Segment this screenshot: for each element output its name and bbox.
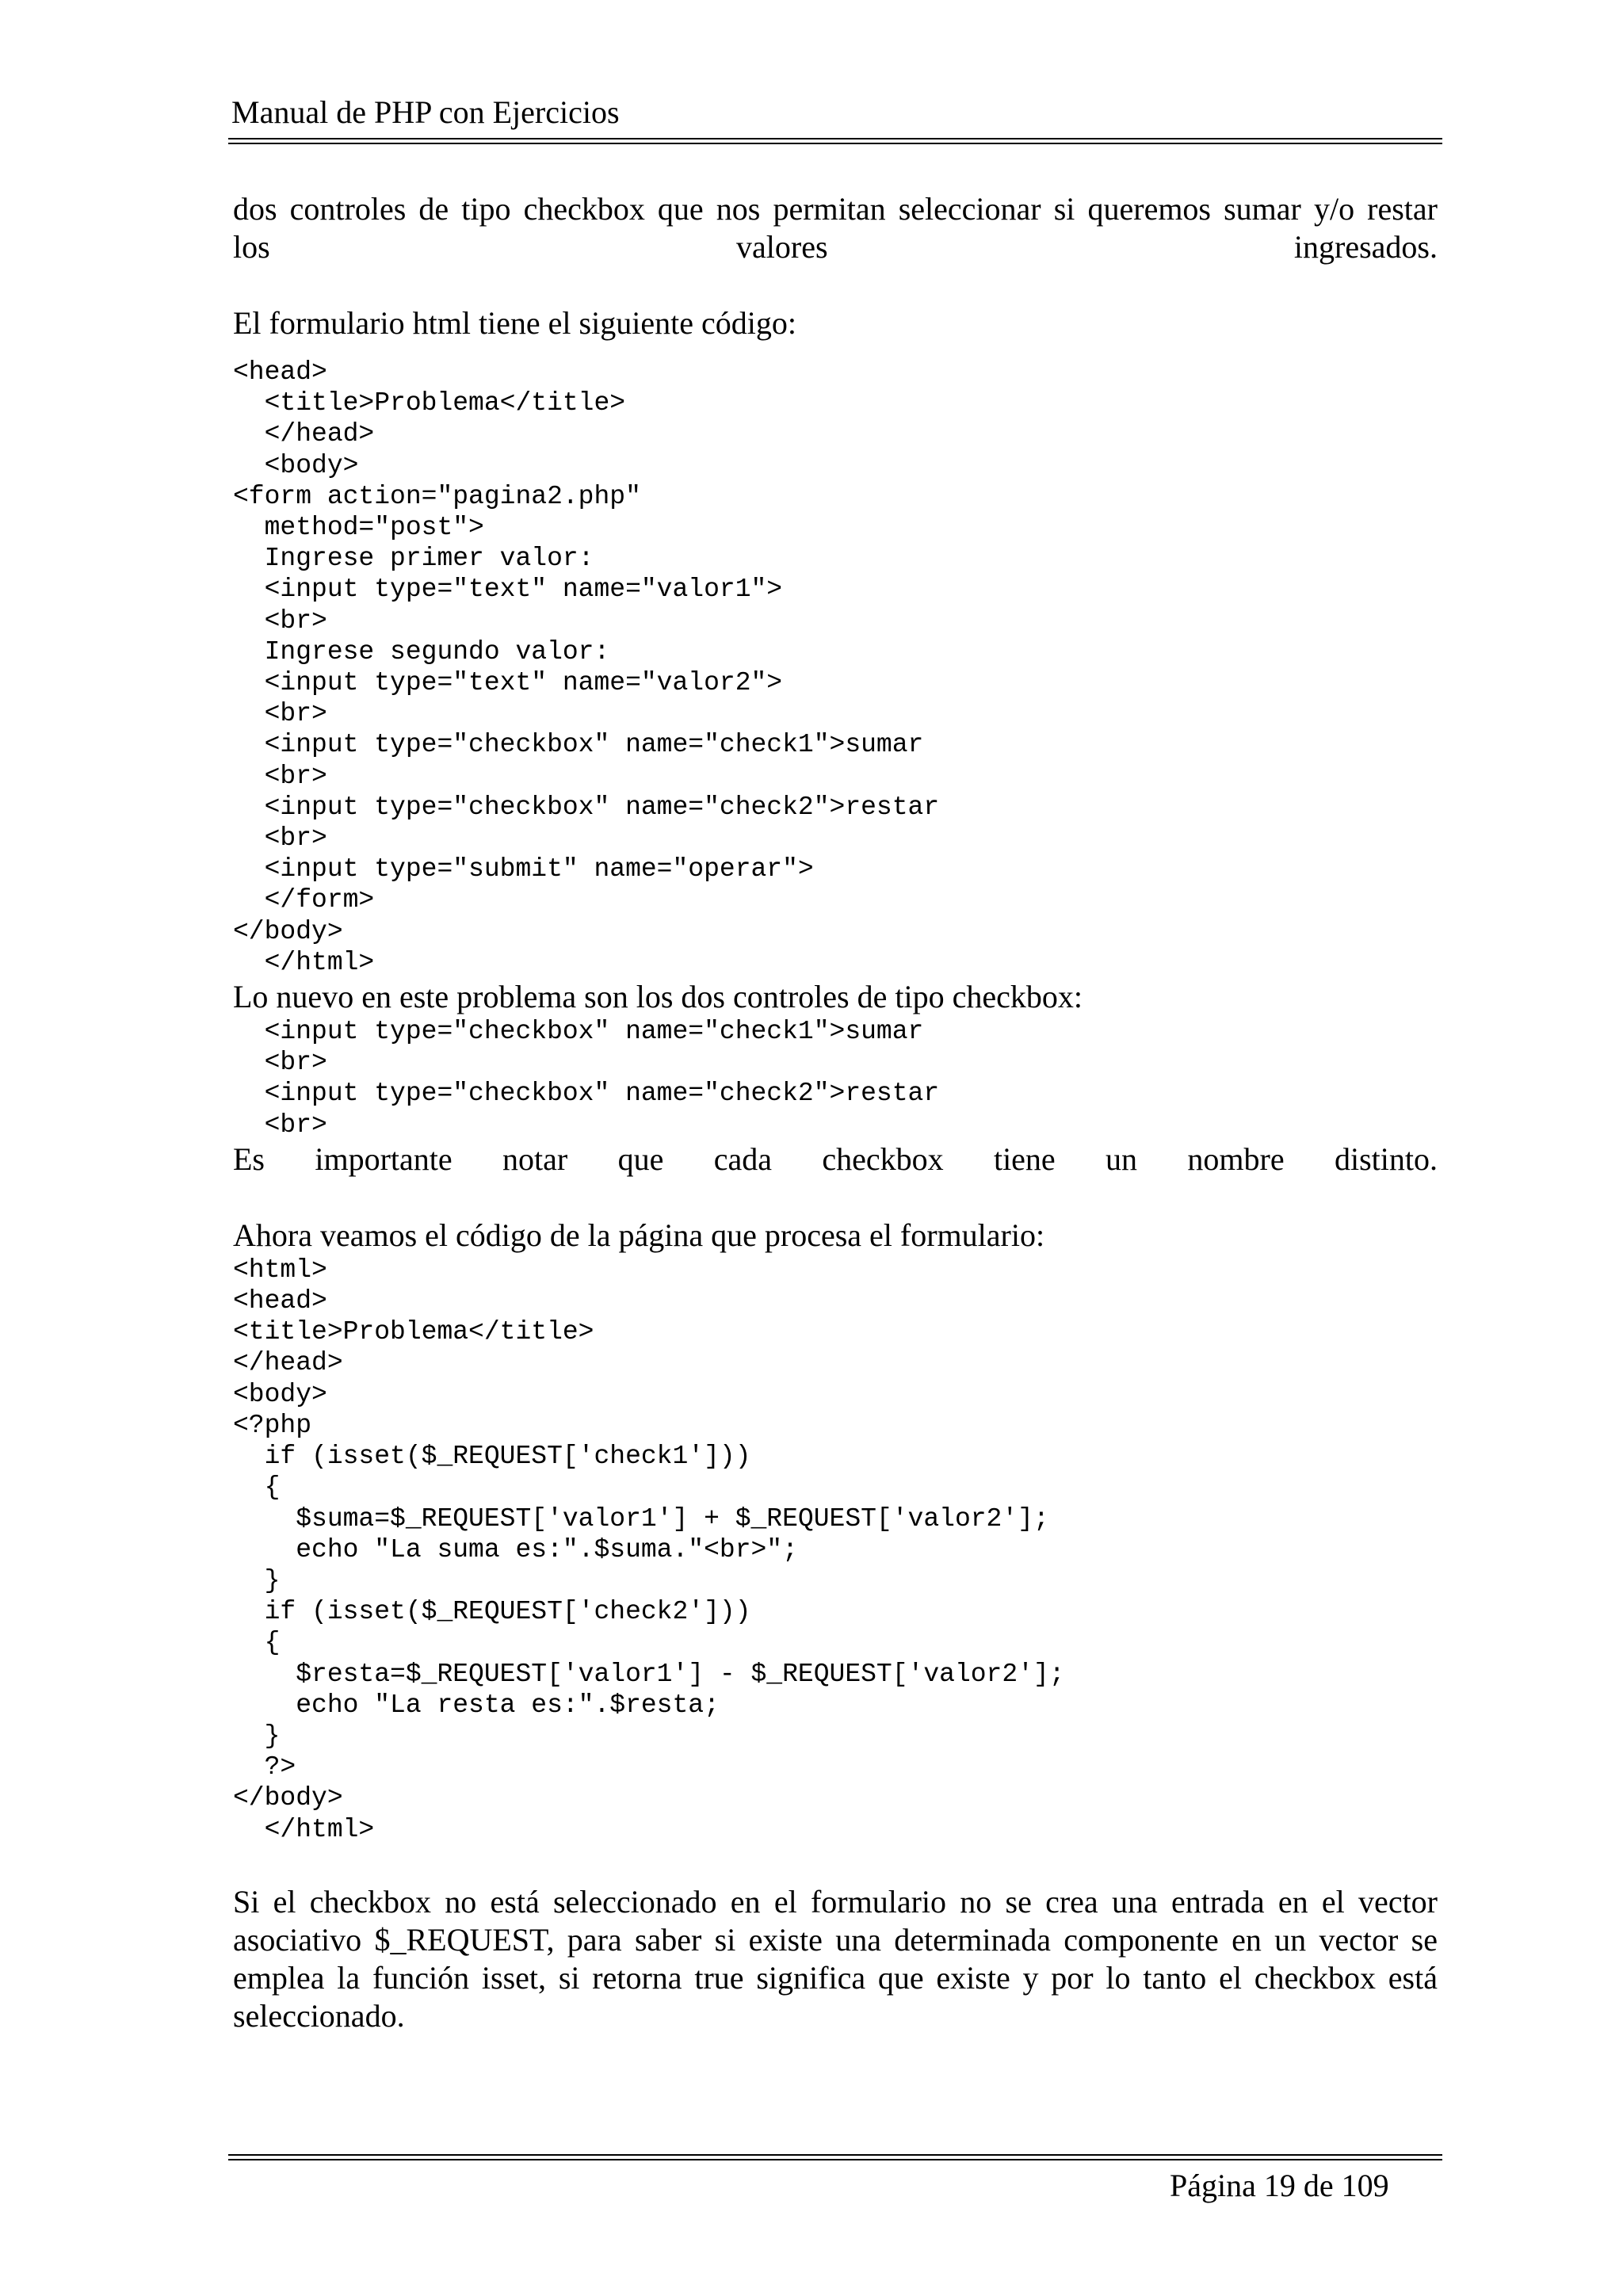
- new-intro: Lo nuevo en este problema son los dos controles de tipo checkbox:: [233, 979, 1083, 1015]
- header-rule-top: [228, 138, 1442, 139]
- form-intro: El formulario html tiene el siguiente código:: [233, 305, 796, 341]
- page-header-title: Manual de PHP con Ejercicios: [231, 94, 620, 130]
- code-block-checkboxes: <input type="checkbox" name="check1">sumar <br> <input type="checkbox" name="check2">restar <br>: [264, 1017, 940, 1140]
- page-content: [233, 190, 1438, 2035]
- code-block-form: <head> <title>Problema</title> </head> <body> <form action="pagina2.php" method="post"> Ingrese primer valor: <input type="text" name="valor1"> <br> Ingrese segundo valor: <input type="text" name="valor2"> <br> <input type="checkbox" name="check1">sumar <br> <input type="checkbox" name="check2">restar <br> <input type="submit" name="operar"> </form> </body> </html>: [233, 357, 940, 977]
- header-rule-bottom: [228, 143, 1442, 144]
- footer-rule-top: [228, 2154, 1442, 2156]
- intro-line-2: los valores ingresados.: [233, 229, 1438, 265]
- code-block-php: <html> <head> <title>Problema</title> </head> <body> <?php if (isset($_REQUEST['check1'])) { $suma=$_REQUEST['valor1'] + $_REQUEST['valor2']; echo "La suma es:".$suma."<br>"; } if (isset($_REQUEST['check2'])) { $resta=$_REQUEST['valor1'] - $_REQUEST['valor2']; echo "La resta es:".$resta; } ?> </body> </html>: [233, 1255, 1065, 1844]
- closing-paragraph: Si el checkbox no está seleccionado en el formulario no se crea una entrada en el vector asociativo $_REQUEST, para saber si existe una determinada componente en un vector se emplea la función isset, si retorna true significa que existe y por lo tanto el checkbox está seleccionado.: [233, 1883, 1438, 2034]
- important-note: Es importante notar que cada checkbox tiene un nombre distinto.: [233, 1140, 1438, 1177]
- page-number: Página 19 de 109: [1170, 2168, 1389, 2203]
- intro-line-1: dos controles de tipo checkbox que nos permitan seleccionar si queremos sumar y/o restar: [233, 191, 1438, 227]
- process-intro: Ahora veamos el código de la página que procesa el formulario:: [233, 1217, 1045, 1253]
- footer-rule-bottom: [228, 2159, 1442, 2160]
